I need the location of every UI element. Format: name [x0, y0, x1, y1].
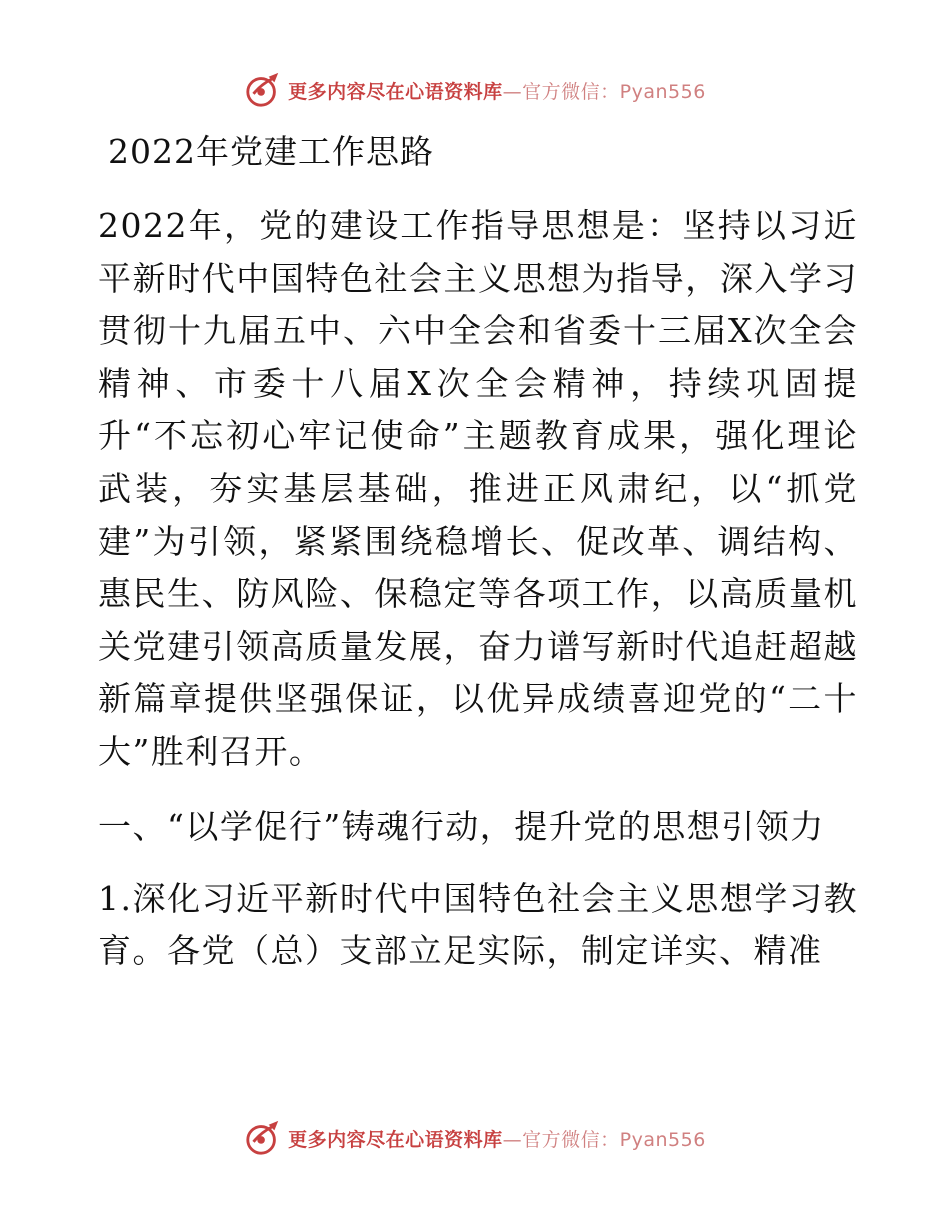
watermark-text	[288, 1125, 706, 1152]
item-1-paragraph: 1.深化习近平新时代中国特色社会主义思想学习教育。各党（总）支部立足实际，制定详实、精准	[98, 878, 858, 971]
watermark-bottom	[0, 1118, 950, 1158]
watermark-sub-text: —官方微信：Pyan556	[502, 1128, 706, 1151]
section-1-heading: 一、“以学促行”铸魂行动，提升党的思想引领力	[98, 806, 825, 846]
pen-logo-icon	[244, 1119, 282, 1157]
intro-paragraph: 2022年，党的建设工作指导思想是：坚持以习近平新时代中国特色社会主义思想为指导，深入学习贯彻十九届五中、六中全会和省委十三届X次全会精神、市委十八届X次全会精神，持续巩固提升“不忘初心牢记使命”主题教育成果，强化理论武装，夯实基层基础，推进正风肃纪，以“抓党建”为引领，紧紧围绕稳增长、促改革、调结构、惠民生、防风险、保稳定等各项工作，以高质量机关党建引领高质量发展，奋力谱写新时代追赶超越新篇章提供坚强保证，以优异成绩喜迎党的“二十大”胜利召开。	[98, 206, 858, 771]
pen-logo-icon	[244, 71, 282, 109]
watermark-sub-text: —官方微信：Pyan556	[502, 80, 706, 103]
document-body	[98, 120, 858, 998]
watermark-main-text: 更多内容尽在心语资料库	[288, 1128, 503, 1151]
watermark-top	[0, 70, 950, 110]
watermark-text	[288, 77, 706, 104]
document-title: 2022年党建工作思路	[108, 132, 434, 171]
watermark-main-text: 更多内容尽在心语资料库	[288, 80, 503, 103]
